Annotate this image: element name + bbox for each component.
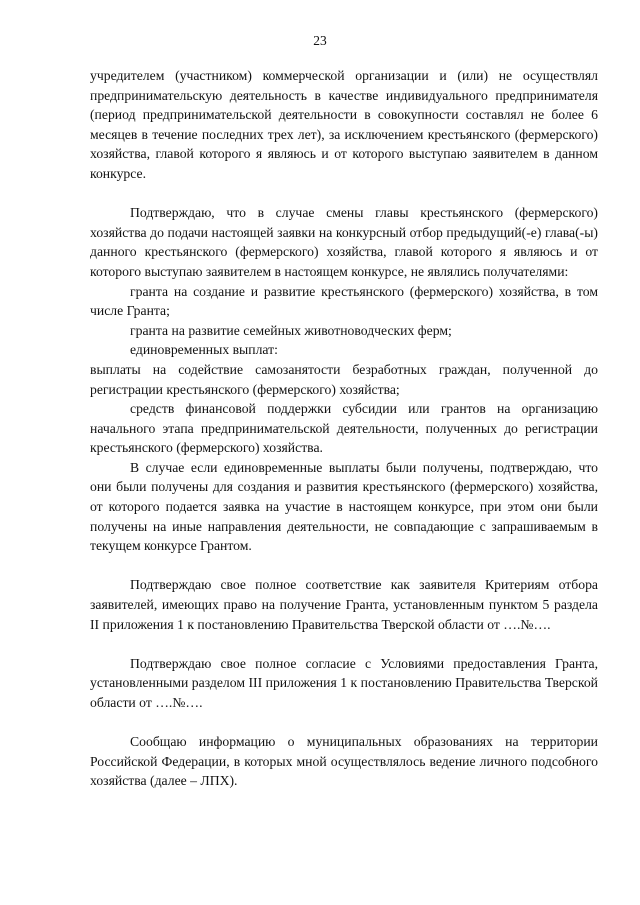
list-item-grant-family-farms: гранта на развитие семейных животноводческих ферм; <box>130 322 452 338</box>
paragraph-conditions-consent: Подтверждаю свое полное согласие с Условиями предоставления Гранта, установленными разделом III приложения 1 к постановлению Правительства Тверской области от ….№…. <box>90 655 598 710</box>
page-number: 23 <box>313 33 327 48</box>
list-item-lump-sum-payments: единовременных выплат: <box>130 342 278 358</box>
paragraph-confirmation-head-change: Подтверждаю, что в случае смены главы крестьянского (фермерского) хозяйства до подачи настоящей заявки на конкурсный отбор предыдущий(-е) глава(-ы) данного крестьянского (фермерского) хозяйства, главой которого я являюсь и от которого выступаю заявителем в настоящем конкурсе, не являлись получателями: <box>90 205 598 279</box>
list-item-financial-support: средств финансовой поддержки субсидии или грантов на организацию начального этапа предпринимательской деятельности, полученных до регистрации крестьянского (фермерского) хозяйства. <box>90 401 598 456</box>
paragraph-lump-sum-received: В случае если единовременные выплаты были получены, подтверждаю, что они были получены для создания и развития крестьянского (фермерского) хозяйства, от которого подается заявка на участие в настоящем конкурсе, при этом они были получены на иные направления деятельности, не совпадающие с запрашиваемым в текущем конкурсе Грантом. <box>90 459 598 554</box>
paragraph-continuation: учредителем (участником) коммерческой организации и (или) не осуществлял предпринимательскую деятельность в качестве индивидуального предпринимателя (период предпринимательской деятельности в совокупности составлял не более 6 месяцев в течение последних трех лет), за исключением крестьянского (фермерского) хозяйства, главой которого я являюсь и от которого выступаю заявителем в данном конкурсе. <box>90 68 598 181</box>
document-body <box>90 66 598 791</box>
list-item-grant-kfh: гранта на создание и развитие крестьянского (фермерского) хозяйства, в том числе Гранта; <box>90 283 598 319</box>
paragraph-criteria-compliance: Подтверждаю свое полное соответствие как заявителя Критериям отбора заявителей, имеющих право на получение Гранта, установленным пунктом 5 раздела II приложения 1 к постановлению Правительства Тверской области от ….№…. <box>90 577 598 632</box>
paragraph-lph-info: Сообщаю информацию о муниципальных образованиях на территории Российской Федерации, в которых мной осуществлялось ведение личного подсобного хозяйства (далее – ЛПХ). <box>90 734 598 789</box>
list-item-self-employment-payment: выплаты на содействие самозанятости безработных граждан, полученной до регистрации крестьянского (фермерского) хозяйства; <box>90 361 598 397</box>
